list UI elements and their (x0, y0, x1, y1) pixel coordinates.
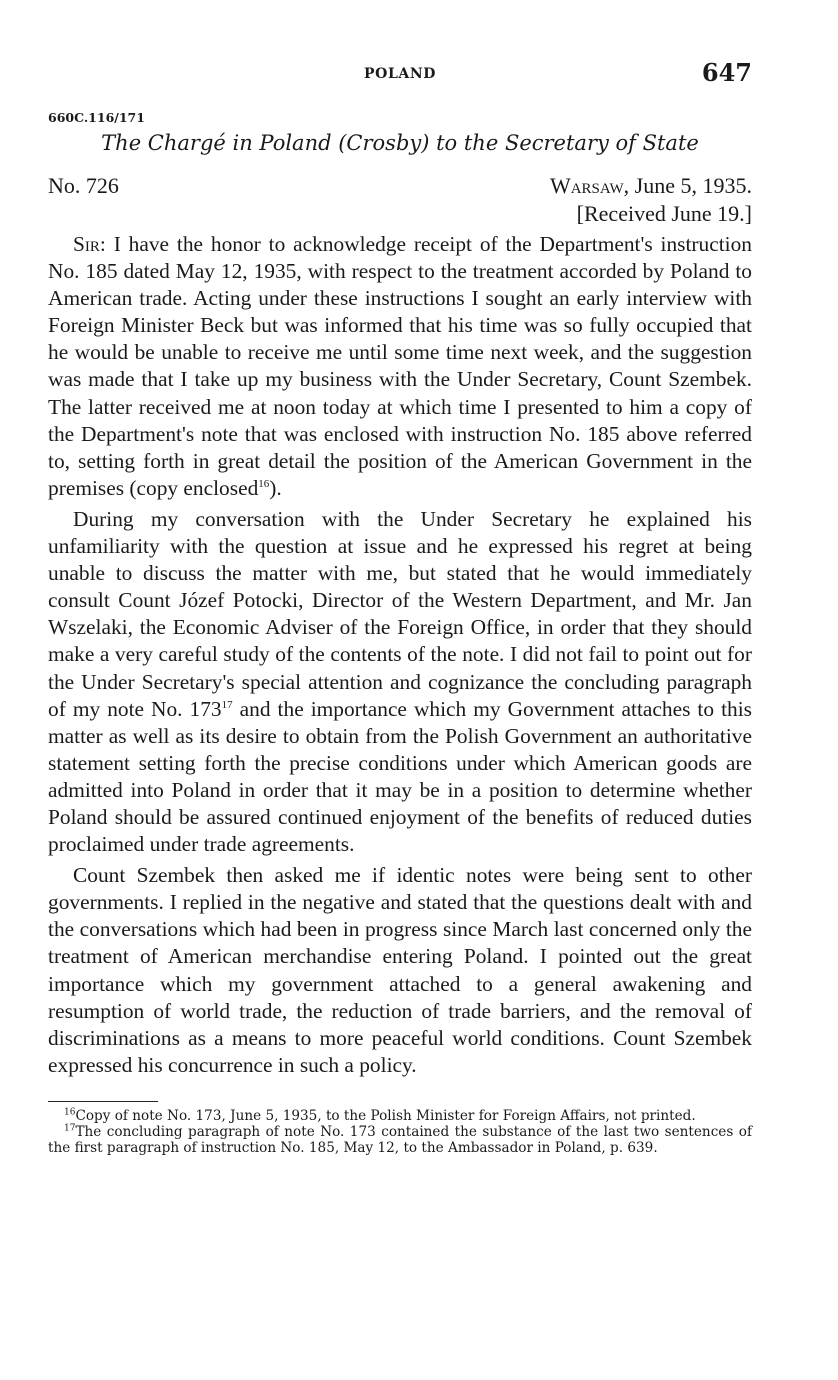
footnote-16 (48, 1108, 752, 1124)
document-title: The Chargé in Poland (Crosby) to the Secretary of State (101, 131, 699, 155)
footnote-mark-17: 17 (64, 1123, 76, 1134)
footnote-ref-17: 17 (221, 698, 233, 711)
footnotes (48, 1108, 752, 1156)
document-page (48, 58, 752, 1156)
received-date: [Received June 19.] (576, 201, 752, 226)
footnote-17 (48, 1124, 752, 1156)
dispatch-date: , June 5, 1935. (623, 173, 752, 198)
footnote-mark-16: 16 (64, 1107, 76, 1118)
dispatch-place: Warsaw (549, 173, 624, 198)
paragraph-1 (48, 231, 752, 502)
footnote-17-text: The concluding paragraph of note No. 173 contained the substance of the last two sentences of the first paragraph of instruction No. 185, May 12, to the Ambassador in Poland, p. 639. (48, 1123, 752, 1156)
paragraph-2-text-a: During my conversation with the Under Secretary he explained his unfamiliarity with the question at issue and he expressed his regret at being unable to discuss the matter with me, but stated that he would immediately consult Count Józef Potocki, Director of the Western Department, and Mr. Jan Wszelaki, the Economic Adviser of the Foreign Office, in order that they should make a very careful study of the contents of the note. I did not fail to point out for the Under Secretary's special attention and cognizance the concluding paragraph of my note No. 173 (48, 506, 752, 721)
page-number: 647 (701, 58, 752, 87)
dispatch-place-date (550, 173, 752, 199)
running-head: POLAND (364, 66, 436, 82)
file-number: 660C.116/171 (48, 110, 145, 125)
letter-body (48, 231, 752, 1079)
paragraph-1-text: : I have the honor to acknowledge receipt of the Department's instruction No. 185 dated May 12, 1935, with respect to the treatment accorded by Poland to American trade. Acting under these instructions I sought an early interview with Foreign Minister Beck but was informed that his time was so fully occupied that he would be unable to receive me until some time next week, and the suggestion was made that I take up my business with the Under Secretary, Count Szembek. The latter received me at noon today at which time I presented to him a copy of the Department's note that was enclosed with instruction No. 185 above referred to, setting forth in great detail the position of the American Government in the premises (copy enclosed (48, 232, 752, 500)
paragraph-2 (48, 506, 752, 858)
dispatch-number: No. 726 (48, 173, 119, 198)
paragraph-3: Count Szembek then asked me if identic notes were being sent to other governments. I replied in the negative and stated that the questions dealt with and the conversations which had been in progress since March last concerned only the treatment of American merchandise entering Poland. I pointed out the great importance which my government attached to a general awakening and resumption of world trade, the reduction of trade barriers, and the removal of discriminations as a means to more peaceful world conditions. Count Szembek expressed his concurrence in such a policy. (48, 863, 752, 1077)
footnote-ref-16: 16 (258, 477, 270, 490)
footnote-divider (48, 1101, 158, 1102)
footnote-16-text: Copy of note No. 173, June 5, 1935, to the Polish Minister for Foreign Affairs, not printed. (75, 1107, 696, 1124)
paragraph-2-text-b: and the importance which my Government attaches to this matter as well as its desire to obtain from the Polish Government an authoritative statement setting forth the precise conditions under which American goods are admitted into Poland in order that it may be in a position to determine whether Poland should be assured continued enjoyment of the benefits of reduced duties proclaimed under trade agreements. (48, 696, 752, 857)
dispatch-line (48, 173, 752, 199)
salutation: Sir (73, 232, 100, 256)
paragraph-1-end: ). (269, 475, 282, 500)
page-header (48, 58, 752, 92)
